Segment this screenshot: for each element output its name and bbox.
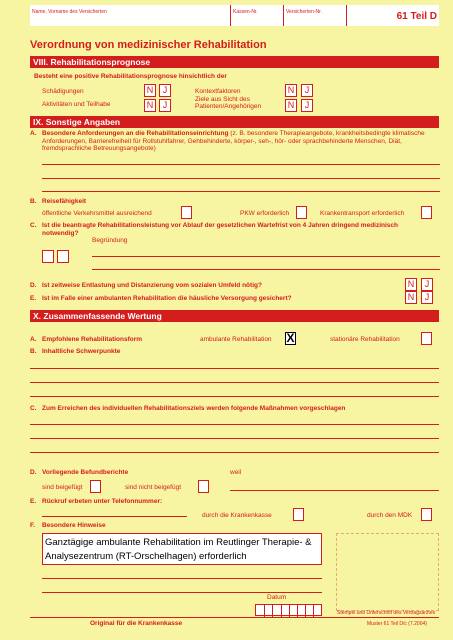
rueckruf-kasse-label: durch die Krankenkasse [202,512,272,519]
ix-b-letter: B. [30,198,37,205]
rueckruf-mdk-checkbox[interactable] [421,508,432,521]
prognose-kontext-n-box[interactable]: N [285,84,297,97]
rehaform-stationaer-checkbox[interactable] [421,332,432,345]
ix-e-letter: E. [30,295,37,302]
page-title: Verordnung von medizinischer Rehabilitation [30,39,267,51]
ix-c-begruendung-label: Begründung [92,237,128,244]
wartefrist-j-box[interactable] [57,250,69,263]
entlastung-n-box[interactable]: N [405,278,417,291]
x-c-text: Zum Erreichen des individuellen Rehabilitationsziels werden folgende Maßnahmen vorgeschlagen [42,405,346,412]
ix-a-text-bold: Besondere Anforderungen an die Rehabilitationseinrichtung [42,130,229,137]
ix-d-text: Ist zeitweise Entlastung und Distanzierung vom sozialen Umfeld nötig? [42,282,262,289]
rehaform-stationaer-label: stationäre Rehabilitation [330,336,400,343]
datum-digit-divider [313,605,322,617]
header-divider [283,5,284,26]
datum-digit-divider [272,605,281,617]
ix-a-letter: A. [30,130,37,137]
ix-b-text: Reisefähigkeit [42,198,87,205]
hinweise-line-2: Analysezentrum (RT-Orschelhagen) erforderlich [45,551,247,562]
write-line[interactable] [30,382,439,383]
ix-c-letter: C. [30,222,37,229]
section-heading-viii: VIII. Rehabilitationsprognose [30,56,439,68]
x-e-text: Rückruf erbeten unter Telefonnummer: [42,498,163,505]
ix-a-text-detail: (z. B. besondere Therapieangebote, krankheitsbedingte klimatische Anforderungen, Barrierefreiheit für Rollstuhlfahrer, Gehbehinderte, körper-, seh-, hör- oder sprachbehinderte Menschen, Diät, fremdsprachliche Betreuungsangebote) [42,130,425,152]
prognose-ziele-n-box[interactable]: N [285,99,297,112]
prognose-schaedigungen-label: Schädigungen [42,88,84,95]
write-line[interactable] [42,578,322,579]
x-c-letter: C. [30,405,37,412]
write-line[interactable] [30,424,439,425]
ix-e-text: Ist im Falle einer ambulanten Rehabilitation die häusliche Versorgung gesichert? [42,295,292,302]
befund-nicht-beigefuegt-checkbox[interactable] [198,480,209,493]
reise-oepnv-label: öffentliche Verkehrsmittel ausreichend [42,210,152,217]
name-field-label: Name, Vorname des Versicherten [32,9,107,15]
rueckruf-kasse-checkbox[interactable] [293,508,304,521]
x-a-text: Empfohlene Rehabilitationsform [42,336,143,343]
telefon-write-line[interactable] [42,516,187,517]
x-a-letter: A. [30,336,37,343]
x-b-letter: B. [30,348,37,355]
rehaform-ambulant-label: ambulante Rehabilitation [200,336,272,343]
entlastung-j-box[interactable]: J [421,278,433,291]
write-line[interactable] [92,269,440,270]
x-e-letter: E. [30,498,37,505]
header-divider [230,5,231,26]
datum-field[interactable] [255,604,322,616]
ix-d-letter: D. [30,282,37,289]
reise-transport-checkbox[interactable] [421,206,432,219]
x-f-text: Besondere Hinweise [42,522,106,529]
x-d-text: Vorliegende Befundberichte [42,469,129,476]
prognose-kontext-j-box[interactable]: J [301,84,313,97]
form-number: 61 Teil D [396,11,437,22]
prognose-aktivitaeten-j-box[interactable]: J [159,99,171,112]
befund-weil-label: weil [230,469,242,476]
write-line[interactable] [30,438,439,439]
reise-oepnv-checkbox[interactable] [181,206,192,219]
x-f-letter: F. [30,522,36,529]
hinweise-line-1: Ganztägige ambulante Rehabilitation im Reutlinger Therapie- & [45,537,312,548]
stamp-label: Stempel und Unterschrift des Vertragsarztes [337,610,436,616]
prognose-intro: Besteht eine positive Rehabilitationsprognose hinsichtlich der [34,73,227,80]
versorgung-j-box[interactable]: J [421,291,433,304]
write-line[interactable] [30,396,439,397]
ix-c-text: Ist die beantragte Rehabilitationsleistung vor Ablauf der gesetzlichen Wartefrist von 4 Jahren dringend medizinisch notwendig? [42,222,399,237]
stamp-area[interactable] [336,533,439,611]
prognose-schaedigungen-n-box[interactable]: N [144,84,156,97]
header-divider [346,5,347,26]
ix-a-text [42,130,440,153]
versorgung-n-box[interactable]: N [405,291,417,304]
original-label: Original für die Krankenkasse [90,620,183,627]
write-line[interactable] [230,490,439,491]
kasse-field-label: Kassen-Nr. [233,9,258,15]
x-d-letter: D. [30,469,37,476]
write-line[interactable] [30,368,439,369]
versnr-field-label: Versicherten-Nr. [286,9,322,15]
write-line[interactable] [42,178,440,179]
rehaform-ambulant-checkbox[interactable]: X [286,331,295,345]
prognose-ziele-label: Ziele aus Sicht des Patienten/Angehörigen [195,96,262,110]
prognose-kontext-label: Kontextfaktoren [195,88,241,95]
x-b-text: Inhaltliche Schwerpunkte [42,348,121,355]
befund-nicht-beigefuegt-label: sind nicht beigefügt [125,484,182,491]
befund-beigefuegt-label: sind beigefügt [42,484,83,491]
muster-label: Muster 61 Teil D/c (7.2004) [367,621,427,627]
section-heading-x: X. Zusammenfassende Wertung [30,310,439,322]
prognose-schaedigungen-j-box[interactable]: J [159,84,171,97]
rueckruf-mdk-label: durch den MDK [367,512,413,519]
prognose-ziele-j-box[interactable]: J [301,99,313,112]
reise-pkw-checkbox[interactable] [296,206,307,219]
prognose-aktivitaeten-n-box[interactable]: N [144,99,156,112]
section-heading-ix: IX. Sonstige Angaben [30,116,439,128]
reise-pkw-label: PKW erforderlich [240,210,290,217]
write-line[interactable] [42,191,440,192]
footer-rule [30,617,439,618]
wartefrist-n-box[interactable] [42,250,54,263]
write-line[interactable] [30,452,439,453]
prognose-aktivitaeten-label: Aktivitäten und Teilhabe [42,101,111,108]
write-line[interactable] [42,592,322,593]
write-line[interactable] [92,256,440,257]
befund-beigefuegt-checkbox[interactable] [90,480,101,493]
datum-label: Datum [267,594,287,601]
write-line[interactable] [42,164,440,165]
reise-transport-label: Krankentransport erforderlich [320,210,405,217]
